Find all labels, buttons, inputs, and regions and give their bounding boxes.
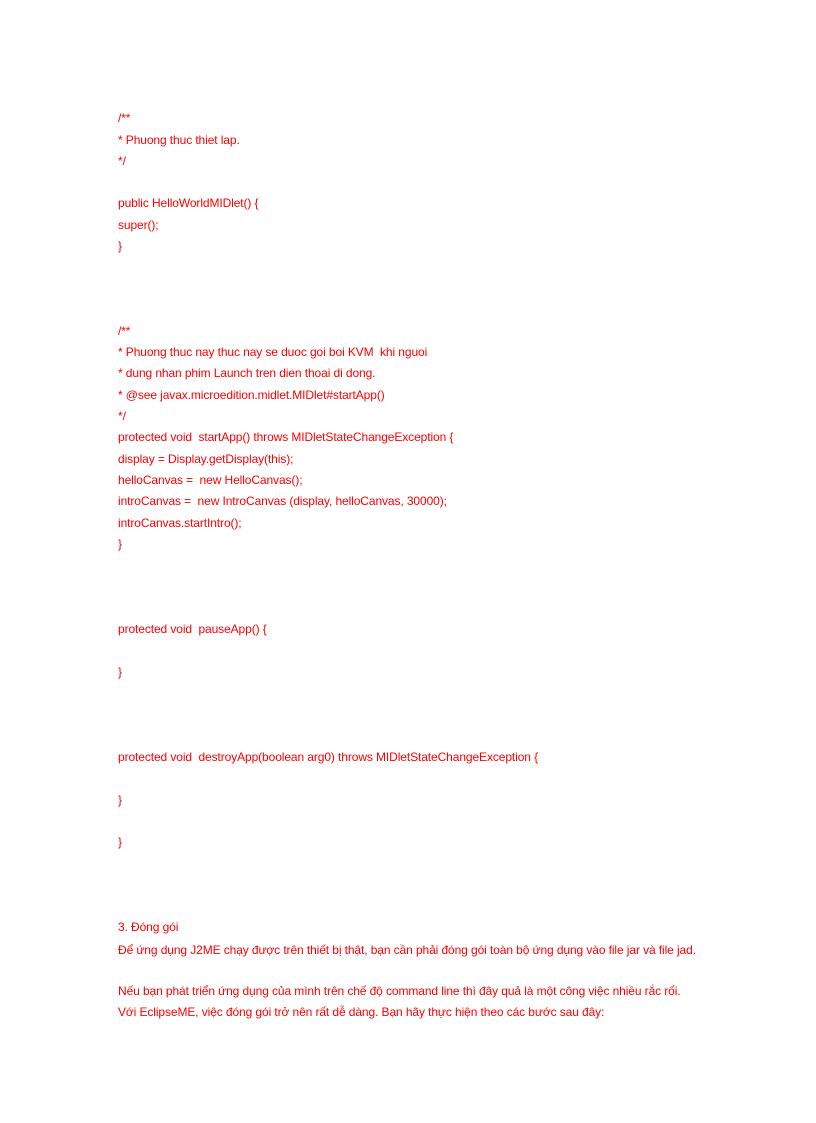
code-pauseapp-signature: protected void pauseApp() { [118, 622, 267, 636]
code-comment-text: * Phuong thuc thiet lap. [118, 133, 240, 147]
code-comment-open: /** [118, 111, 131, 125]
code-constructor-close: } [118, 239, 122, 253]
code-comment-close: */ [118, 154, 126, 168]
code-comment-open: /** [118, 324, 131, 338]
code-class-close: } [118, 835, 122, 849]
code-comment-line: * dung nhan phim Launch tren dien thoai di dong. [118, 366, 376, 380]
code-statement: helloCanvas = new HelloCanvas(); [118, 473, 303, 487]
section-heading: 3. Đóng gói [118, 920, 179, 934]
code-startapp-close: } [118, 537, 122, 551]
code-statement: display = Display.getDisplay(this); [118, 452, 294, 466]
code-comment-line: * Phuong thuc nay thuc nay se duoc goi boi KVM khi nguoi [118, 345, 428, 359]
code-destroyapp-signature: protected void destroyApp(boolean arg0) throws MIDletStateChangeException { [118, 750, 538, 764]
code-constructor-signature: public HelloWorldMIDlet() { [118, 196, 259, 210]
code-destroyapp-close: } [118, 793, 122, 807]
section-paragraph: Để ứng dụng J2ME chạy được trên thiết bị thật, bạn cần phải đóng gói toàn bộ ứng dụng vào file jar và file jad. [118, 943, 696, 957]
code-comment-line: * @see javax.microedition.midlet.MIDlet#startApp() [118, 388, 385, 402]
code-statement: introCanvas.startIntro(); [118, 516, 242, 530]
code-pauseapp-close: } [118, 665, 122, 679]
code-statement: introCanvas = new IntroCanvas (display, helloCanvas, 30000); [118, 494, 447, 508]
section-paragraph: Với EclipseME, việc đóng gói trở nên rất dễ dàng. Bạn hãy thực hiện theo các bước sau đây: [118, 1005, 605, 1019]
code-startapp-signature: protected void startApp() throws MIDletStateChangeException { [118, 430, 454, 444]
code-comment-close: */ [118, 409, 126, 423]
section-paragraph: Nếu bạn phát triển ứng dụng của mình trên chế độ command line thì đây quả là một công việc nhiều rắc rối. [118, 984, 681, 998]
code-constructor-body: super(); [118, 218, 159, 232]
